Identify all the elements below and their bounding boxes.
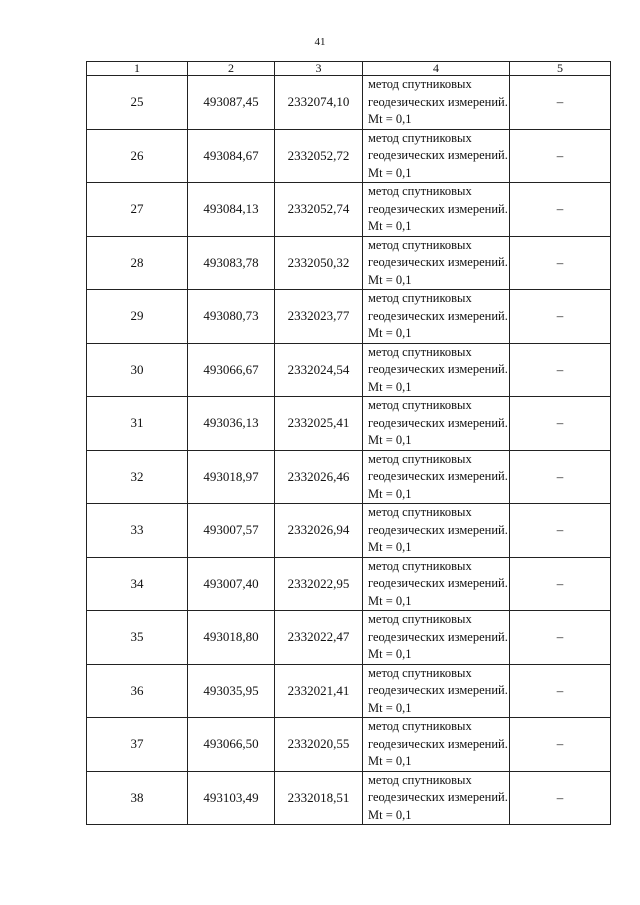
page-number: 41 xyxy=(314,36,326,48)
method-cell: метод спутниковых геодезических измерений. Mt = 0,1 xyxy=(363,664,510,718)
y-coordinate-cell: 2332020,55 xyxy=(275,718,363,772)
table-row xyxy=(87,397,611,451)
point-number-cell: 27 xyxy=(87,183,188,237)
column-header-4: 4 xyxy=(363,62,510,76)
point-number-cell: 32 xyxy=(87,450,188,504)
y-coordinate-cell: 2332024,54 xyxy=(275,343,363,397)
point-number-cell: 37 xyxy=(87,718,188,772)
x-coordinate-cell: 493036,13 xyxy=(188,397,275,451)
note-cell: – xyxy=(510,183,611,237)
point-number-cell: 26 xyxy=(87,129,188,183)
table-row xyxy=(87,183,611,237)
note-cell: – xyxy=(510,664,611,718)
y-coordinate-cell: 2332022,47 xyxy=(275,611,363,665)
y-coordinate-cell: 2332026,46 xyxy=(275,450,363,504)
table-row xyxy=(87,343,611,397)
column-header-1: 1 xyxy=(87,62,188,76)
y-coordinate-cell: 2332025,41 xyxy=(275,397,363,451)
method-cell: метод спутниковых геодезических измерений. Mt = 0,1 xyxy=(363,718,510,772)
x-coordinate-cell: 493080,73 xyxy=(188,290,275,344)
y-coordinate-cell: 2332021,41 xyxy=(275,664,363,718)
table-row xyxy=(87,290,611,344)
note-cell: – xyxy=(510,557,611,611)
note-cell: – xyxy=(510,236,611,290)
method-cell: метод спутниковых геодезических измерений. Mt = 0,1 xyxy=(363,236,510,290)
point-number-cell: 31 xyxy=(87,397,188,451)
table-row xyxy=(87,450,611,504)
note-cell: – xyxy=(510,450,611,504)
point-number-cell: 34 xyxy=(87,557,188,611)
method-cell: метод спутниковых геодезических измерений. Mt = 0,1 xyxy=(363,450,510,504)
note-cell: – xyxy=(510,504,611,558)
x-coordinate-cell: 493007,57 xyxy=(188,504,275,558)
note-cell: – xyxy=(510,718,611,772)
point-number-cell: 29 xyxy=(87,290,188,344)
point-number-cell: 30 xyxy=(87,343,188,397)
note-cell: – xyxy=(510,343,611,397)
y-coordinate-cell: 2332074,10 xyxy=(275,76,363,130)
x-coordinate-cell: 493066,50 xyxy=(188,718,275,772)
y-coordinate-cell: 2332023,77 xyxy=(275,290,363,344)
x-coordinate-cell: 493087,45 xyxy=(188,76,275,130)
table-row xyxy=(87,718,611,772)
note-cell: – xyxy=(510,611,611,665)
table-row xyxy=(87,664,611,718)
point-number-cell: 35 xyxy=(87,611,188,665)
note-cell: – xyxy=(510,397,611,451)
note-cell: – xyxy=(510,771,611,825)
x-coordinate-cell: 493084,67 xyxy=(188,129,275,183)
y-coordinate-cell: 2332050,32 xyxy=(275,236,363,290)
x-coordinate-cell: 493066,67 xyxy=(188,343,275,397)
table-header xyxy=(87,62,611,76)
table-row xyxy=(87,129,611,183)
method-cell: метод спутниковых геодезических измерений. Mt = 0,1 xyxy=(363,129,510,183)
method-cell: метод спутниковых геодезических измерений. Mt = 0,1 xyxy=(363,397,510,451)
method-cell: метод спутниковых геодезических измерений. Mt = 0,1 xyxy=(363,76,510,130)
method-cell: метод спутниковых геодезических измерений. Mt = 0,1 xyxy=(363,557,510,611)
x-coordinate-cell: 493035,95 xyxy=(188,664,275,718)
column-header-2: 2 xyxy=(188,62,275,76)
table-row xyxy=(87,76,611,130)
y-coordinate-cell: 2332026,94 xyxy=(275,504,363,558)
point-number-cell: 36 xyxy=(87,664,188,718)
table-row xyxy=(87,236,611,290)
header-row xyxy=(87,62,611,76)
method-cell: метод спутниковых геодезических измерений. Mt = 0,1 xyxy=(363,290,510,344)
table-row xyxy=(87,557,611,611)
method-cell: метод спутниковых геодезических измерений. Mt = 0,1 xyxy=(363,343,510,397)
table-body xyxy=(87,76,611,825)
table-row xyxy=(87,504,611,558)
method-cell: метод спутниковых геодезических измерений. Mt = 0,1 xyxy=(363,771,510,825)
column-header-5: 5 xyxy=(510,62,611,76)
method-cell: метод спутниковых геодезических измерений. Mt = 0,1 xyxy=(363,504,510,558)
table-row xyxy=(87,611,611,665)
x-coordinate-cell: 493018,97 xyxy=(188,450,275,504)
table-row xyxy=(87,771,611,825)
point-number-cell: 28 xyxy=(87,236,188,290)
point-number-cell: 25 xyxy=(87,76,188,130)
method-cell: метод спутниковых геодезических измерений. Mt = 0,1 xyxy=(363,611,510,665)
y-coordinate-cell: 2332018,51 xyxy=(275,771,363,825)
y-coordinate-cell: 2332052,72 xyxy=(275,129,363,183)
y-coordinate-cell: 2332052,74 xyxy=(275,183,363,237)
note-cell: – xyxy=(510,76,611,130)
column-header-3: 3 xyxy=(275,62,363,76)
x-coordinate-cell: 493083,78 xyxy=(188,236,275,290)
point-number-cell: 33 xyxy=(87,504,188,558)
x-coordinate-cell: 493018,80 xyxy=(188,611,275,665)
x-coordinate-cell: 493103,49 xyxy=(188,771,275,825)
x-coordinate-cell: 493007,40 xyxy=(188,557,275,611)
note-cell: – xyxy=(510,129,611,183)
note-cell: – xyxy=(510,290,611,344)
y-coordinate-cell: 2332022,95 xyxy=(275,557,363,611)
coordinates-table xyxy=(86,61,611,825)
x-coordinate-cell: 493084,13 xyxy=(188,183,275,237)
method-cell: метод спутниковых геодезических измерений. Mt = 0,1 xyxy=(363,183,510,237)
point-number-cell: 38 xyxy=(87,771,188,825)
